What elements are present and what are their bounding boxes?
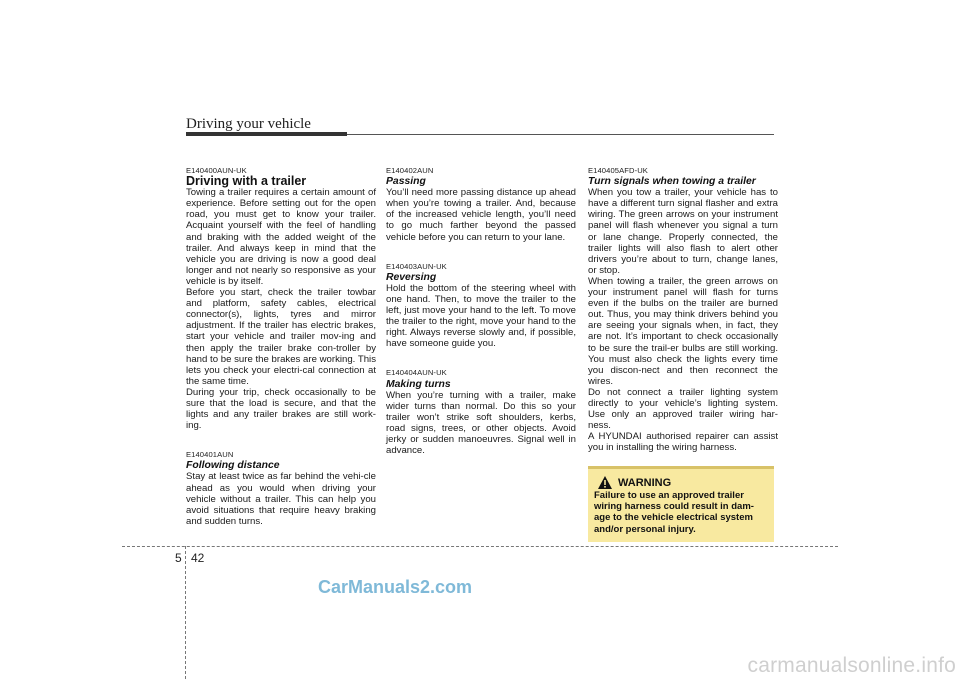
paragraph: Towing a trailer requires a certain amount of experience. Before setting out for the open road, you must get to know your trailer. Acquaint yourself with the feel of handling and braking with the added weight of the trailer. And always keep in mind that the vehicle you are driving is now a good deal longer and not nearly so responsive as your vehicle is by itself.	[186, 187, 376, 287]
column-3	[588, 165, 778, 453]
section-code: E140402AUN	[386, 166, 434, 175]
subsection-heading: Passing	[386, 176, 426, 188]
paragraph: When you tow a trailer, your vehicle has to have a different turn signal flasher and extra wiring. The green arrows on your instrument panel will flash whenever you signal a turn or lane change. Properly connected, the trailer lights will also flash to alert other drivers you’re about to turn, change lanes, or stop.	[588, 187, 778, 276]
footer-dashed-rule	[122, 546, 838, 547]
paragraph: You’ll need more passing distance up ahead when you’re towing a trailer. And, because of the increased vehicle length, you’ll need to go much farther beyond the passed vehicle before you can return to your lane.	[386, 187, 576, 243]
warning-text: Failure to use an approved trailer wiring harness could result in dam-age to the vehicle electrical system and/or personal injury.	[594, 490, 754, 535]
chapter-number: 5	[175, 551, 182, 565]
section-code: E140401AUN	[186, 450, 234, 460]
paragraph: Hold the bottom of the steering wheel with one hand. Then, to move the trailer to the left, just move your hand to the left. To move the trailer to the right, move your hand to the right. Always reverse slowly and, if possible, have someone guide you.	[386, 282, 576, 350]
subsection-heading: Following distance	[186, 460, 280, 472]
subsection-heading: Turn signals when towing a trailer	[588, 176, 756, 188]
paragraph: During your trip, check occasionally to be sure that the load is secure, and that the lights and any trailer brakes are still work-ing.	[186, 386, 376, 432]
section-heading: Driving with a trailer	[186, 174, 307, 189]
subsection-heading: Making turns	[386, 378, 451, 390]
page-number: 42	[191, 551, 205, 565]
footer-vertical-rule	[185, 546, 186, 679]
section-code: E140403AUN-UK	[386, 261, 447, 271]
paragraph: Do not connect a trailer lighting system directly to your vehicle’s lighting system. Use only an approved trailer wiring har-ness.	[588, 386, 778, 432]
paragraph: When towing a trailer, the green arrows on your instrument panel will flash for turns even if the bulbs on the trailer are burned out. Thus, you may think drivers behind you are seeing your signals when, in fact, they are not. It’s important to check occasionally to be sure the trail-er bulbs are still working. You must also check the lights every time you discon-nect and then reconnect the wires.	[588, 275, 778, 387]
paragraph: When you’re turning with a trailer, make wider turns than normal. Do this so your trailer won’t strike soft shoulders, kerbs, road signs, trees, or other objects. Avoid jerky or sudden manoeuvres. Signal well in advance.	[386, 389, 576, 457]
header-rule-thick	[186, 132, 347, 136]
section-code: E140404AUN-UK	[386, 368, 447, 378]
watermark-link[interactable]: CarManuals2.com	[318, 577, 473, 597]
warning-title: WARNING	[618, 476, 672, 489]
footer-site-watermark: carmanualsonline.info	[747, 654, 956, 677]
section-code: E140405AFD-UK	[588, 166, 648, 175]
page-header-title: Driving your vehicle	[186, 116, 311, 132]
warning-header	[598, 476, 671, 489]
paragraph: Before you start, check the trailer towbar and platform, safety cables, electrical connector(s), lights, tyres and mirror adjustment. If the trailer has electric brakes, start your vehicle and trailer mov-ing and then apply the trailer brake con-troller by hand to be sure the brakes are working. This lets you check your electri-cal connection at the same time.	[186, 287, 376, 387]
paragraph: A HYUNDAI authorised repairer can assist you in installing the wiring harness.	[588, 431, 778, 454]
warning-triangle-icon	[598, 476, 612, 489]
warning-box	[588, 466, 774, 542]
section-code: E140400AUN-UK	[186, 166, 247, 175]
column-2	[386, 165, 576, 456]
header-rule-thin	[347, 134, 774, 135]
subsection-heading: Reversing	[386, 271, 437, 283]
warning-top-rule	[588, 466, 774, 469]
paragraph: Stay at least twice as far behind the vehi-cle ahead as you would when driving your vehicle without a trailer. This can help you avoid situations that require heavy braking and sudden turns.	[186, 471, 376, 527]
column-1	[186, 165, 376, 527]
